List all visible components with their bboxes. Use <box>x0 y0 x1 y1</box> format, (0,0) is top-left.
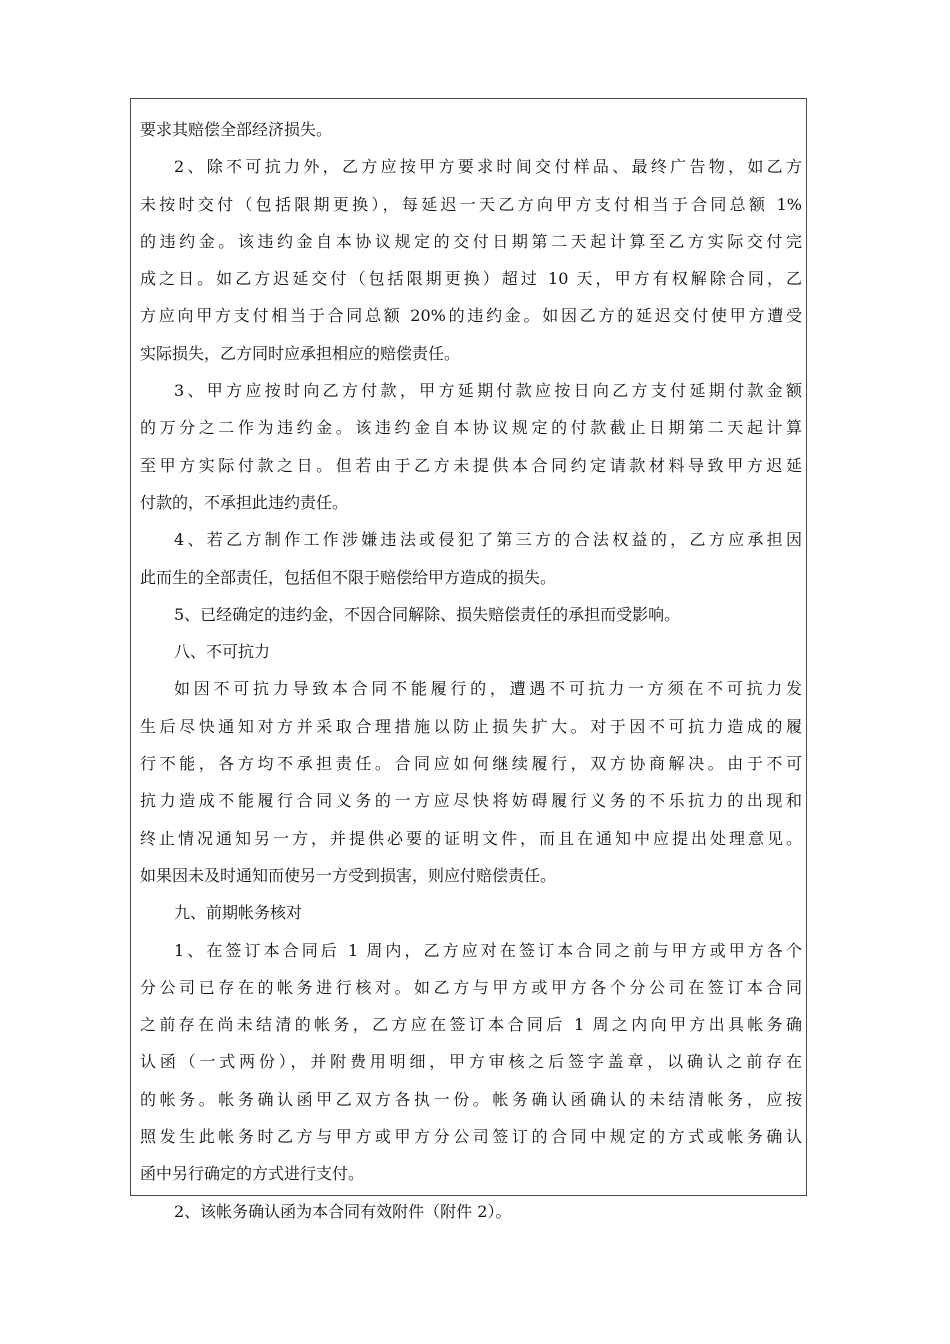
contract-text-body <box>140 111 802 1230</box>
text-line: 方应向甲方支付相当于合同总额 20%的违约金。如因乙方的延迟交付使甲方遭受 <box>140 306 802 326</box>
text-line: 之前存在尚未结清的帐务，乙方应在签订本合同后 1 周之内向甲方出具帐务确 <box>140 1015 802 1035</box>
text-line: 行不能，各方均不承担责任。合同应如何继续履行，双方协商解决。由于不可 <box>140 754 802 774</box>
text-line: 要求其赔偿全部经济损失。 <box>140 120 333 139</box>
text-line: 4、若乙方制作工作涉嫌违法或侵犯了第三方的合法权益的，乙方应承担因 <box>174 530 802 550</box>
text-line: 抗力造成不能履行合同义务的一方应尽快将妨碍履行义务的不乐抗力的出现和 <box>140 791 802 811</box>
text-line: 分公司已存在的帐务进行核对。如乙方与甲方或甲方各个分公司在签订本合同 <box>140 977 802 997</box>
text-line: 如果因未及时通知而使另一方受到损害，则应付赔偿责任。 <box>140 865 557 885</box>
text-line: 3、甲方应按时向乙方付款，甲方延期付款应按日向乙方支付延期付款金额 <box>174 381 802 401</box>
text-line: 1、在签订本合同后 1 周内，乙方应对在签订本合同之前与甲方或甲方各个 <box>174 940 802 960</box>
text-line: 至甲方实际付款之日。但若由于乙方未提供本合同约定请款材料导致甲方迟延 <box>140 455 802 475</box>
text-line: 5、已经确定的违约金，不因合同解除、损失赔偿责任的承担而受影响。 <box>174 604 681 624</box>
text-line: 的帐务。帐务确认函甲乙双方各执一份。帐务确认函确认的未结清帐务，应按 <box>140 1089 802 1109</box>
text-line: 终止情况通知另一方，并提供必要的证明文件，而且在通知中应提出处理意见。 <box>140 828 802 848</box>
text-line: 2、除不可抗力外，乙方应按甲方要求时间交付样品、最终广告物，如乙方 <box>174 157 802 177</box>
text-line: 九、前期帐务核对 <box>174 903 303 923</box>
text-line: 的违约金。该违约金自本协议规定的交付日期第二天起计算至乙方实际交付完 <box>140 231 802 251</box>
text-line: 八、不可抗力 <box>174 642 271 662</box>
text-line: 未按时交付（包括限期更换），每延迟一天乙方向甲方支付相当于合同总额 1% <box>140 194 802 214</box>
text-line: 成之日。如乙方迟延交付（包括限期更换）超过 10 天，甲方有权解除合同，乙 <box>140 269 802 289</box>
text-line: 此而生的全部责任，包括但不限于赔偿给甲方造成的损失。 <box>140 567 557 587</box>
text-line: 付款的，不承担此违约责任。 <box>140 492 349 512</box>
text-line: 认函（一式两份），并附费用明细，甲方审核之后签字盖章，以确认之前存在 <box>140 1052 802 1072</box>
text-line: 生后尽快通知对方并采取合理措施以防止损失扩大。对于因不可抗力造成的履 <box>140 716 802 736</box>
text-line: 照发生此帐务时乙方与甲方或甲方分公司签订的合同中规定的方式或帐务确认 <box>140 1127 802 1147</box>
text-line: 如因不可抗力导致本合同不能履行的，遭遇不可抗力一方须在不可抗力发 <box>174 679 802 699</box>
text-line: 实际损失，乙方同时应承担相应的赔偿责任。 <box>140 343 461 363</box>
text-line: 函中另行确定的方式进行支付。 <box>140 1164 365 1184</box>
text-line: 2、该帐务确认函为本合同有效附件（附件 2）。 <box>174 1201 512 1221</box>
text-line: 的万分之二作为违约金。该违约金自本协议规定的付款截止日期第二天起计算 <box>140 418 802 438</box>
